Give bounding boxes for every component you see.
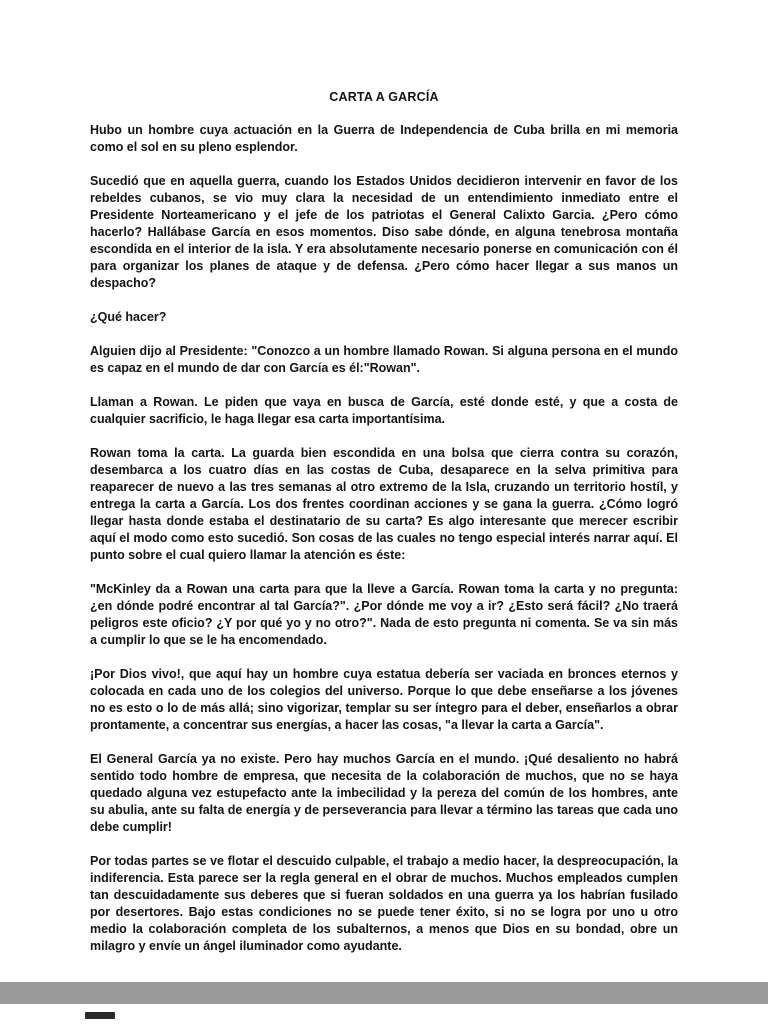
paragraph-10: Por todas partes se ve flotar el descuido culpable, el trabajo a medio hacer, la despreocupación, la indiferencia. Esta parece ser la regla general en el obrar de muchos. Muchos empleados cumplen tan descuidadamente sus deberes que si fueran soldados en una guerra ya los habrían fusilado por desertores. Bajo estas condiciones no se puede tener éxito, si no se logra por uno u otro medio la colaboración completa de los subalternos, a menos que Dios en su bondad, obre un milagro y envíe un ángel iluminador como ayudante. [90, 854, 678, 953]
paragraph-4: Alguien dijo al Presidente: "Conozco a un hombre llamado Rowan. Si alguna persona en el mundo es capaz en el mundo de dar con García es él:"Rowan". [90, 344, 678, 375]
next-page-text-fragment [85, 1012, 115, 1019]
page-2 [0, 1004, 768, 1024]
paragraph-5: Llaman a Rowan. Le piden que vaya en busca de García, esté donde esté, y que a costa de cualquier sacrificio, le haga llegar esa carta importantísima. [90, 395, 678, 426]
paragraph-1: Hubo un hombre cuya actuación en la Guerra de Independencia de Cuba brilla en mi memoria como el sol en su pleno esplendor. [90, 123, 678, 154]
paragraph-8: ¡Por Dios vivo!, que aquí hay un hombre cuya estatua debería ser vaciada en bronces eternos y colocada en cada uno de los colegios del universo. Porque lo que debe enseñarse a los jóvenes no es esto o lo de más allá; sino vigorizar, templar su ser íntegro para el deber, enseñarlos a obrar prontamente, a concentrar sus energías, a hacer las cosas, "a llevar la carta a García". [90, 667, 678, 732]
paragraph-7: "McKinley da a Rowan una carta para que la lleve a García. Rowan toma la carta y no pregunta: ¿en dónde podré encontrar al tal García?". ¿Por dónde me voy a ir? ¿Esto será fácil? ¿No traerá peligros este oficio? ¿Y por qué yo y no otro?". Nada de esto pregunta ni comenta. Se va sin más a cumplir lo que se le ha encomendado. [90, 582, 678, 647]
paragraph-2: Sucedió que en aquella guerra, cuando los Estados Unidos decidieron intervenir en favor de los rebeldes cubanos, se vio muy clara la necesidad de un entendimiento inmediato entre el Presidente Norteamericano y el jefe de los patriotas el General Calixto Garcia. ¿Pero cómo hacerlo? Hallábase García en esos momentos. Diso sabe dónde, en alguna tenebrosa montaña escondida en el interior de la isla. Y era absolutamente necesario ponerse en comunicación con él para organizar los planes de ataque y de defensa. ¿Pero cómo hacer llegar a sus manos un despacho? [90, 174, 678, 290]
page-gap [0, 982, 768, 1004]
document-title: CARTA A GARCÍA [329, 90, 439, 104]
paragraph-6: Rowan toma la carta. La guarda bien escondida en una bolsa que cierra contra su corazón, desembarca a los cuatro días en las costas de Cuba, desaparece en la selva primitiva para reaparecer de nuevo a las tres semanas al otro extremo de la Isla, cruzando un territorio hostíl, y entrega la carta a García. Los dos frentes coordinan acciones y se gana la guerra. ¿Cómo logró llegar hasta donde estaba el destinatario de su carta? Es algo interesante que merecer escribir aquí el modo como esto sucedió. Son cosas de las cuales no tengo especial interés narrar aquí. El punto sobre el cual quiero llamar la atención es éste: [90, 446, 678, 562]
paragraph-3: ¿Qué hacer? [90, 310, 167, 324]
paragraph-9: El General García ya no existe. Pero hay muchos García en el mundo. ¡Qué desaliento no habrá sentido todo hombre de empresa, que necesita de la colaboración de muchos, que no se haya quedado alguna vez estupefacto ante la imbecilidad y la pereza del común de los hombres, ante su abulia, ante su falta de energía y de perseverancia para llevar a término las tareas que cada uno debe cumplir! [90, 752, 678, 834]
